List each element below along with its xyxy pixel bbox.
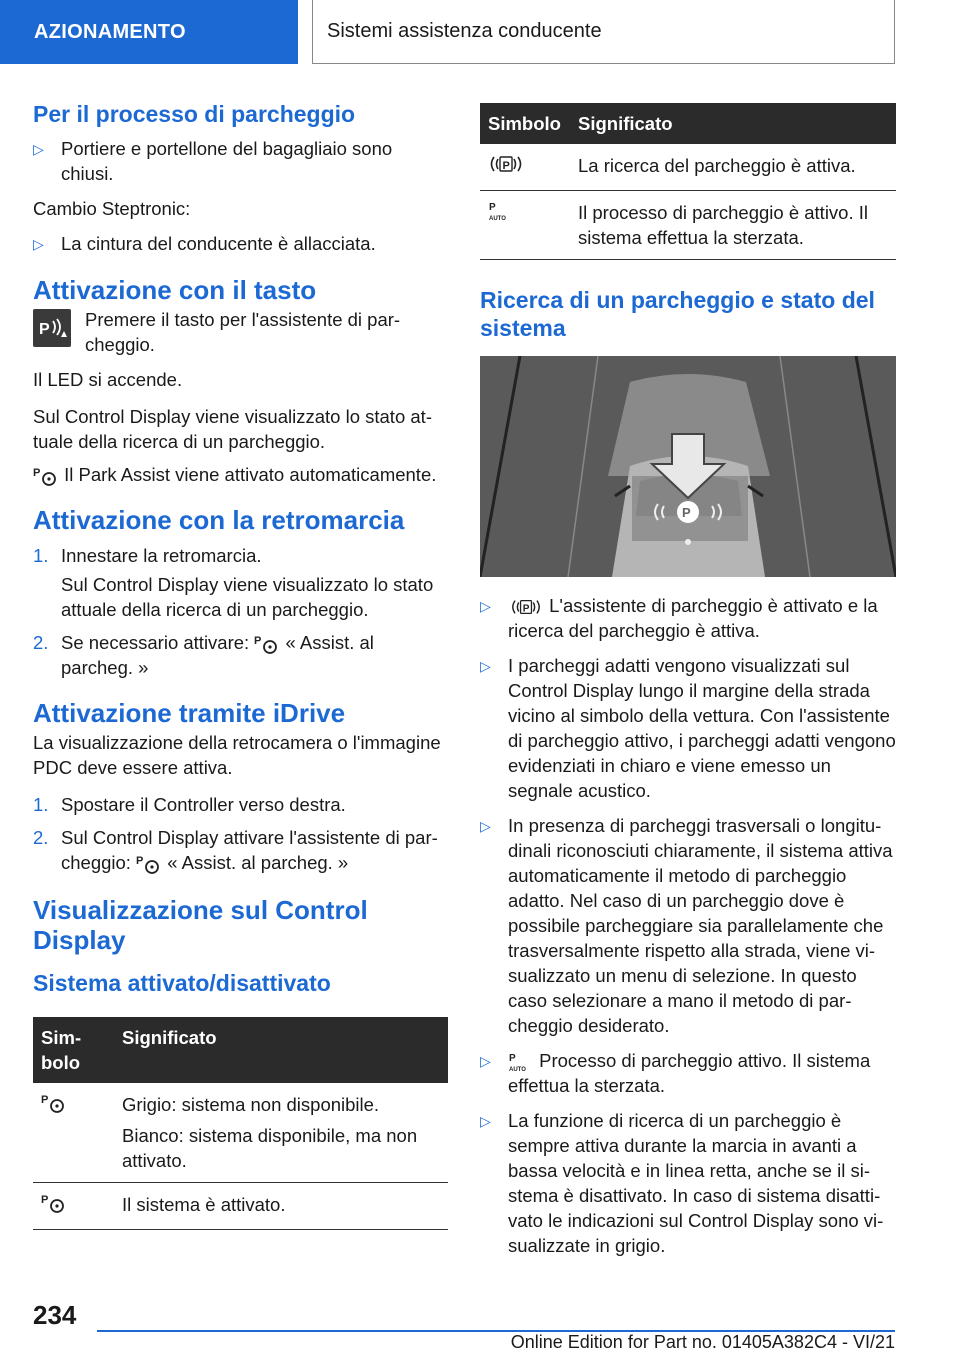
list-item: 2. Se necessario attivare: P « Assist. al parcheg. » [33,632,374,679]
list-item: ▷ La cintura del conducente è allacciata. [33,231,448,257]
svg-text:P: P [502,160,510,172]
status-table [33,1017,448,1230]
list-item: ▷ In presenza di parcheggi trasversali o longitudinali riconosciuti chiaramente, il sistema attiva automaticamente il metodo di parcheggio adatto. Nel caso di un parcheggio dove è possibile parcheggiare sia parallelamente che trasversalmente rispetto alla strada, viene visualizzato un menu di selezione. In questo caso selezionare a mano il metodo di parcheggio desiderato. [480,815,893,1036]
heading-reverse-activation: Attivazione con la retromarcia [33,505,405,536]
list-item: ▷ I parcheggi adatti vengono visualizzati sul Control Display lungo il margine della strada vicino al simbolo della vettura. Con l'assistente di parcheggio attivo, i parcheggi adatti vengono evidenziati in chiaro e viene emesso un segnale acustico. [480,655,896,801]
park-assist-active-icon [41,1192,67,1214]
svg-text:P: P [682,505,691,520]
table-header: Simbolo Significato [480,103,896,144]
heading-control-display: Visualizzazione sul Control Display [33,895,368,956]
park-assist-symbol-icon [33,465,59,487]
list-item: ▷ P AUTO Processo di parcheggio attivo. Il sistema effettua la sterzata. [480,1050,871,1097]
led-text: Il LED si accende. [33,369,183,390]
parking-search-icon [488,153,524,175]
parking-auto-icon [488,200,514,222]
list-item: 2. Sul Control Display attivare l'assistente di parcheggio: P « Assist. al parcheg. » [33,825,448,875]
svg-text:P: P [33,467,41,480]
park-assist-symbol-icon [41,1092,67,1114]
svg-text:P: P [41,1194,49,1207]
svg-text:P: P [254,635,262,648]
list-item: 1. Innestare la retromarcia. [33,545,262,567]
svg-text:P: P [136,855,144,868]
heading-parking-search: Ricerca di un parcheggio e stato del sistema [480,287,875,341]
heading-parking-process: Per il processo di parcheggio [33,101,356,127]
table-row: P Il sistema è attivato. [33,1183,448,1230]
list-item: ▷ P L'assistente di parcheggio è attivato e la ricerca del parcheggio è attiva. [480,595,878,641]
svg-text:AUTO: AUTO [509,1067,526,1074]
svg-text:P: P [509,1053,516,1065]
table-header: Simbolo Significato [33,1017,448,1083]
control-display-image [480,356,896,577]
heading-system-status: Sistema attivato/disattivato [33,970,331,997]
list-item: 1. Spostare il Controller verso destra. [33,794,346,816]
heading-button-activation: Attivazione con il tasto [33,275,317,305]
table-row: P Grigio: sistema non disponibile. Bianco: sistema disponibile, ma non attivato. [33,1083,448,1183]
edition-text: Online Edition for Part no. 01405A382C4 - VI/21 [510,1332,895,1352]
button-instruction: P Premere il tasto per l'assistente di parcheggio. [33,307,448,357]
park-assist-symbol-icon [136,853,162,875]
triangle-bullet-icon: ▷ [480,1113,491,1130]
chapter-title: Sistemi assistenza conducente [312,0,895,64]
table-row: P AUTO Il processo di parcheggio è attivo. Il sistema effettua la sterzata. [480,191,896,260]
display-status-text: Sul Control Display viene visualizzato lo stato attuale della ricerca di un parcheggio. [33,406,432,452]
svg-text:AUTO: AUTO [489,216,506,222]
park-assist-button-icon [33,309,71,347]
svg-text:P: P [489,202,496,213]
park-assist-symbol-icon [254,633,280,655]
svg-text:P: P [39,321,50,338]
triangle-bullet-icon: ▷ [480,1053,491,1069]
parking-auto-icon [508,1051,534,1073]
svg-text:P: P [41,1094,49,1107]
table-row: P La ricerca del parcheggio è attiva. [480,144,896,191]
page-number: 234 [33,1300,77,1330]
triangle-bullet-icon: ▷ [480,818,491,834]
svg-text:P: P [522,603,530,615]
parking-search-icon [508,597,544,617]
list-item: ▷ La funzione di ricerca di un parcheggio è sempre attiva durante la marcia in avanti a bassa velocità e in linea retta, anche se il sistema è disattivato. In caso di sistema disattivato le indicazioni sul Control Display sono visualizzate in grigio. [480,1110,884,1257]
triangle-bullet-icon: ▷ [480,658,491,674]
search-status-table [480,103,896,260]
idrive-text: La visualizzazione della retrocamera o l'immagine PDC deve essere attiva. [33,732,441,779]
auto-activation-text: P Il Park Assist viene attivato automaticamente. [33,462,448,487]
right-column [480,103,896,1268]
step-note: Sul Control Display viene visualizzato lo stato attuale della ricerca di un parcheggio. [61,574,434,621]
triangle-bullet-icon: ▷ [33,236,44,252]
parking-display-illustration [480,356,896,577]
heading-idrive-activation: Attivazione tramite iDrive [33,698,346,729]
steptronic-label: Cambio Steptronic: [33,198,191,219]
left-column [33,100,448,1230]
triangle-bullet-icon: ▷ [480,598,491,614]
triangle-bullet-icon: ▷ [33,141,44,157]
list-item: ▷ Portiere e portellone del bagagliaio sono chiusi. [33,138,393,184]
section-tab: AZIONAMENTO [0,0,298,64]
